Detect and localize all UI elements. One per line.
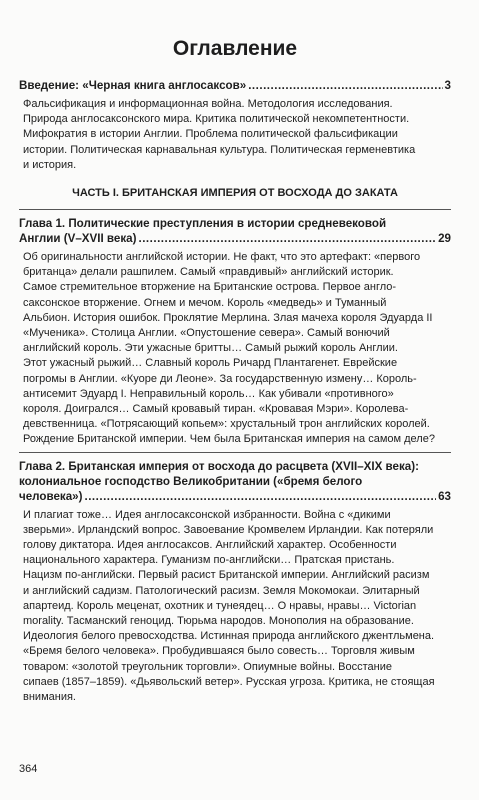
description-line: британца» делали рашпилем. Самый «правдивый» английский историк. — [23, 266, 394, 279]
page-folio: 364 — [19, 763, 38, 775]
entry-heading — [19, 78, 451, 93]
description-line: Этот ужасный рыжий… Славный король Ричард Плантагенет. Еврейские — [23, 357, 398, 370]
part-heading: ЧАСТЬ I. БРИТАНСКАЯ ИМПЕРИЯ ОТ ВОСХОДА ДО ЗАКАТА — [72, 187, 398, 200]
description-line: и история. — [23, 158, 77, 171]
page-title: Оглавление — [172, 37, 298, 60]
description-line: погромы в Англии. «Куоре ди Леоне». За государственную измену… Король- — [23, 372, 417, 385]
description-line: товаром: «золотой треугольник торговли». Опиумные войны. Восстание — [23, 660, 392, 673]
entry-heading — [19, 489, 451, 504]
description-line: внимания. — [23, 691, 76, 704]
description-line: Рождение Британской империи. Чем была Британская империя на самом деле? — [23, 433, 435, 446]
divider — [19, 209, 451, 210]
entry-description — [19, 250, 451, 448]
description-line: апартеид. Король меценат, охотник и тунеядец… О нравы, нравы… Victorian — [23, 599, 417, 612]
toc-entry-chapter-2 — [19, 459, 451, 706]
entry-label: человека») — [19, 489, 83, 503]
entry-description — [19, 97, 451, 173]
description-line: сипаев (1857–1859). «Дьявольский ветер». Русская угроза. Критика, не стоящая — [23, 675, 435, 688]
description-line: зверьми». Ирландский вопрос. Завоевание Кромвелем Ирландии. Как потеряли — [23, 523, 434, 536]
dot-leader — [84, 489, 436, 504]
description-line: «Бремя белого человека». Пробудившаяся было совесть… Торговля живым — [23, 645, 415, 658]
description-line: Фальсификация и информационная война. Методология исследования. — [23, 98, 393, 110]
description-line: Альбион. История ошибок. Проклятие Мерлина. Злая мачеха короля Эдуарда II — [23, 311, 433, 324]
description-line: национального характера. Гуманизм по-английски… Пратская пристань. — [23, 554, 395, 567]
entry-heading-line: Глава 2. Британская империя от восхода до расцвета (XVII–XIX века): — [19, 459, 419, 473]
entry-description — [19, 508, 451, 706]
description-line: Нацизм по-английски. Первый расист Британской империи. Английский расизм — [23, 569, 430, 582]
description-line: Об оригинальности английской истории. Не факт, что это артефакт: «первого — [23, 251, 421, 264]
description-line: и английский садизм. Патологический расизм. Земля Мокомокаи. Элитарный — [23, 584, 420, 597]
divider — [19, 452, 451, 453]
page-number: 63 — [438, 489, 451, 503]
description-line: Самое стремительное вторжение на Британские острова. Первое англо- — [23, 281, 397, 294]
description-line: саксонское вторжение. Огнем и мечом. Король «медведь» и Туманный — [23, 296, 387, 309]
entry-label: Введение: «Черная книга англосаксов» — [19, 79, 247, 92]
description-line: английский король. Эти ужасные бритты… Самый рыжий король Англии. — [23, 342, 398, 355]
description-line: «Мученика». Столица Англии. «Опустошение севера». Самый вонючий — [23, 327, 390, 340]
page-number: 3 — [444, 79, 451, 92]
description-line: morality. Тасманский геноцид. Тюрьма народов. Монополия на образование. — [23, 615, 414, 628]
description-line: И плагиат тоже… Идея англосаксонской избранности. Война с «дикими — [23, 508, 391, 521]
description-line: Природа англосаксонского мира. Критика политической некомпетентности. — [23, 113, 410, 126]
dot-leader — [138, 231, 436, 246]
description-line: девственница. «Потрясающий копьем»: хрустальный трон английских королей. — [23, 418, 430, 431]
toc-entry-introduction — [19, 78, 451, 173]
toc-entry-chapter-1 — [19, 216, 451, 448]
page-number: 29 — [438, 232, 451, 246]
description-line: короля. Доигрался… Самый кровавый тиран. «Кровавая Мэри». Королева- — [23, 403, 409, 416]
entry-heading-line: колониальное господство Великобритании («бремя белого — [19, 474, 363, 488]
entry-label: Англии (V–XVII века) — [19, 232, 137, 246]
description-line: голову диктатора. Идея англосаксов. Английский характер. Особенности — [23, 539, 397, 552]
description-line: Идеология белого превосходства. Истинная природа английского джентльмена. — [23, 630, 435, 643]
description-line: истории. Политическая карнавальная культура. Политическая герменевтика — [23, 143, 416, 156]
dot-leader — [248, 78, 442, 93]
description-line: Мифократия в истории Англии. Проблема политической фальсификации — [23, 128, 398, 141]
description-line: антисемит Эдуард I. Неправильный король… Как убивали «противного» — [23, 387, 394, 400]
entry-heading-line: Глава 1. Политические преступления в истории средневековой — [19, 217, 387, 231]
entry-heading — [19, 231, 451, 246]
